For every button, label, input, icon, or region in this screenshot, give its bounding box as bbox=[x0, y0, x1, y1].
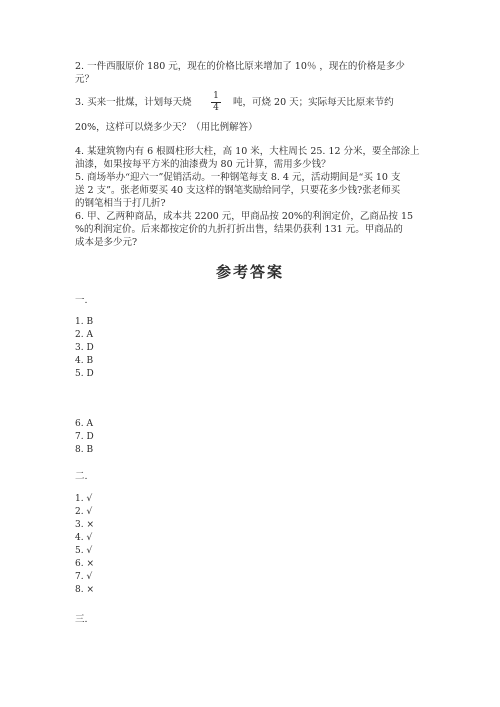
question-6-line-1: 6. 甲、乙两种商品，成本共 2200 元，甲商品按 20%的利润定价，乙商品按 15 bbox=[75, 211, 414, 222]
question-3-line-1b: 吨，可烧 20 天；实际每天比原来节约 bbox=[233, 97, 394, 108]
question-3-line-1a: 3. 买来一批煤，计划每天烧 bbox=[75, 97, 192, 108]
answer-item: 4. √ bbox=[75, 533, 93, 543]
question-4-line-1: 4. 某建筑物内有 6 根圆柱形大柱，高 10 米，大柱周长 25. 12 分米，要全部涂上 bbox=[75, 146, 420, 157]
answer-item: 8. B bbox=[75, 445, 94, 455]
section-3-label: 三. bbox=[75, 614, 88, 625]
question-2-line-1: 2. 一件西服原价 180 元，现在的价格比原来增加了 10％ ，现在的价格是多少 bbox=[75, 61, 405, 72]
answer-item: 1. √ bbox=[75, 494, 93, 504]
answer-item: 8. × bbox=[75, 585, 94, 595]
fraction bbox=[211, 91, 221, 114]
answer-item: 7. √ bbox=[75, 572, 93, 582]
answer-item: 2. A bbox=[75, 330, 93, 340]
fraction-numerator: 1 bbox=[211, 91, 221, 103]
question-4-line-2: 油漆，如果按每平方米的油漆费为 80 元计算，需用多少钱？ bbox=[75, 159, 331, 170]
section-2-label: 二. bbox=[75, 471, 88, 482]
answer-item: 4. B bbox=[75, 356, 94, 366]
question-5-line-3: 的钢笔相当于打几折? bbox=[75, 198, 166, 209]
answer-item: 1. B bbox=[75, 317, 94, 327]
answer-heading: 参考答案 bbox=[215, 263, 284, 281]
answer-item: 5. D bbox=[75, 369, 94, 379]
answer-item: 7. D bbox=[75, 432, 94, 442]
answer-item: 6. A bbox=[75, 419, 93, 429]
question-5-line-1: 5. 商场举办“迎六一”促销活动。一种钢笔每支 8. 4 元，活动期间是“买 10 支 bbox=[75, 172, 401, 183]
answer-item: 3. D bbox=[75, 343, 94, 353]
answer-item: 6. × bbox=[75, 559, 94, 569]
question-6-line-3: 成本是多少元? bbox=[75, 237, 138, 248]
question-2-line-2: 元？ bbox=[75, 74, 95, 85]
answer-item: 3. × bbox=[75, 520, 94, 530]
question-3-line-2: 20%，这样可以烧多少天？（用比例解答） bbox=[75, 122, 258, 133]
section-1-label: 一. bbox=[75, 295, 88, 306]
fraction-denominator: 4 bbox=[213, 103, 219, 113]
answer-item: 5. √ bbox=[75, 546, 93, 556]
question-6-line-2: %的利润定价。后来都按定价的九折打折出售，结果仍获利 131 元。甲商品的 bbox=[75, 224, 403, 235]
answer-item: 2. √ bbox=[75, 507, 93, 517]
question-5-line-2: 送 2 支”。张老师要买 40 支这样的钢笔奖励给同学，只要花多少钱?张老师买 bbox=[75, 185, 401, 196]
